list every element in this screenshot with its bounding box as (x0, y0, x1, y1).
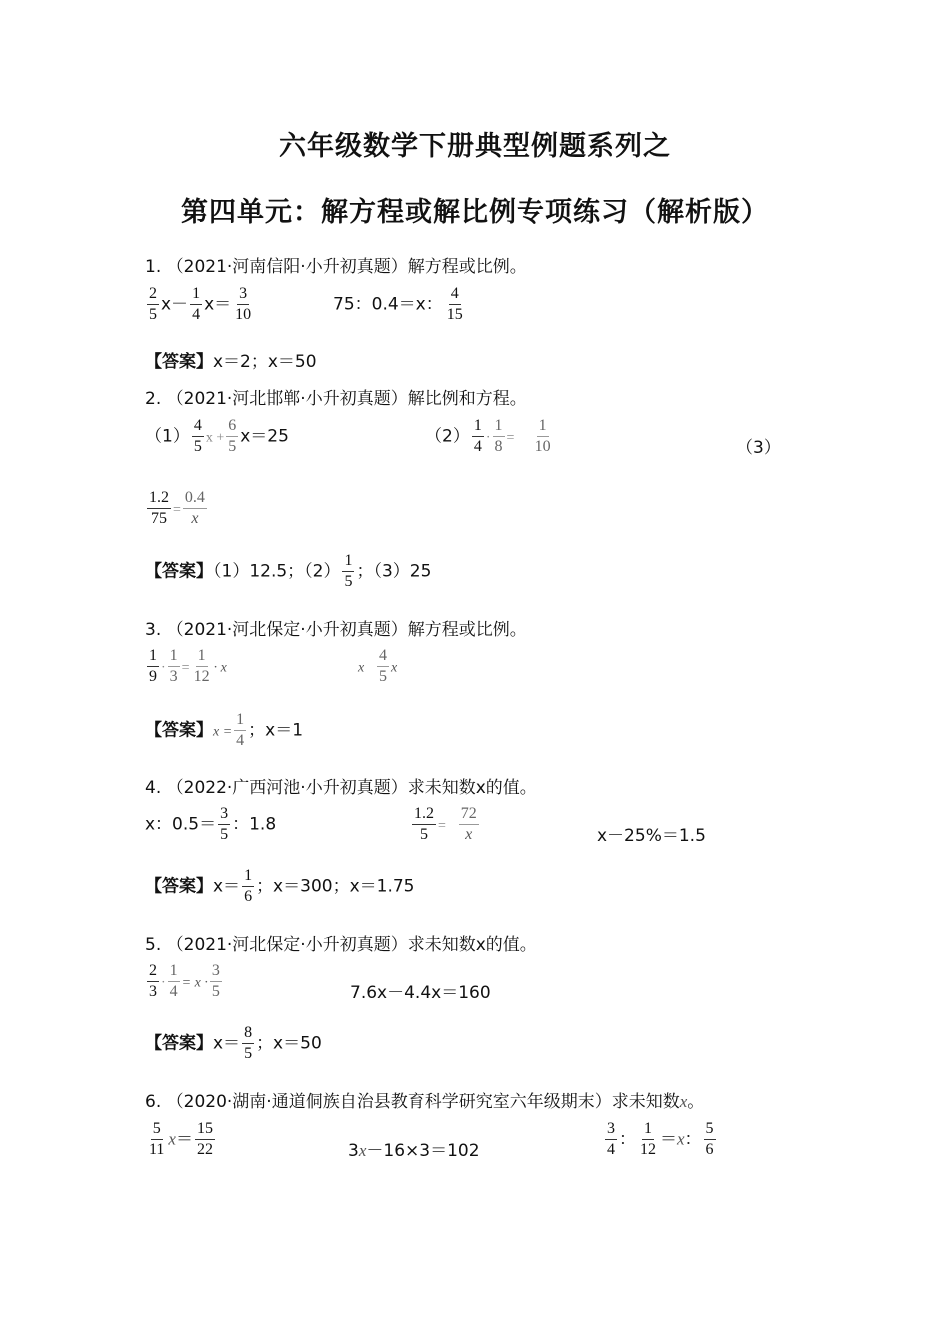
document-subtitle: 第四单元：解方程或解比例专项练习（解析版） (181, 197, 769, 228)
question-1-equation-2: 75：0.4＝x： $\frac{4}{15}$ (333, 285, 463, 323)
question-6-equation-1: $\frac{5}{11}$ x＝ $\frac{15}{22}$ (149, 1120, 213, 1158)
question-4-answer: 【答案】x＝ $\frac{1}{6}$ ；x＝300；x＝1.75 (145, 867, 415, 905)
question-4-equation-3: x－25%＝1.5 (597, 826, 706, 846)
question-4-text: 4. （2022·广西河池·小升初真题）求未知数x的值。 (145, 778, 537, 798)
question-2-equation-1: （1） $\frac{4}{5}$ x + $\frac{6}{5}$ x＝25 (145, 417, 289, 455)
question-4-equation-2: $\frac{1.2}{5}$ = $\frac{72}{x}$ (414, 805, 477, 843)
question-1-equation-1: $\frac{2}{5}$ x－ $\frac{1}{4}$ x＝ $\frac{3}{10}$ (149, 285, 252, 323)
question-1-answer: 【答案】x＝2；x＝50 (145, 352, 317, 372)
question-5-equation-2: 7.6x－4.4x＝160 (350, 983, 491, 1003)
question-2-equation-3: $\frac{1.2}{75}$ = $\frac{0.4}{x}$ (149, 489, 205, 527)
question-3-answer: 【答案】x = $\frac{1}{4}$ ；x＝1 (145, 711, 304, 749)
question-5-equation-1: $\frac{2}{3}$ · $\frac{1}{4}$ = x · $\frac{3}{5}$ (149, 962, 220, 1000)
question-2-answer: 【答案】（1）12.5；（2） $\frac{1}{5}$ ；（3）25 (145, 552, 432, 590)
question-6-text: 6. （2020·湖南·通道侗族自治县教育科学研究室六年级期末）求未知数x。 (145, 1092, 705, 1112)
question-4-equation-1: x：0.5＝ $\frac{3}{5}$ ：1.8 (145, 805, 277, 843)
question-5-text: 5. （2021·河北保定·小升初真题）求未知数x的值。 (145, 935, 537, 955)
question-2-equation-2: （2） $\frac{1}{4}$ · $\frac{1}{8}$ = $\frac{1}{10}$ (425, 417, 551, 455)
document-title: 六年级数学下册典型例题系列之 (279, 131, 671, 162)
question-3-equation-1: $\frac{1}{9}$ · $\frac{1}{3}$ = $\frac{1}{12}$ · x (149, 647, 227, 685)
question-1-text: 1. （2021·河南信阳·小升初真题）解方程或比例。 (145, 257, 527, 277)
question-5-answer: 【答案】x＝ $\frac{8}{5}$ ；x＝50 (145, 1024, 322, 1062)
question-2-text: 2. （2021·河北邯郸·小升初真题）解比例和方程。 (145, 389, 527, 409)
question-6-equation-3: $\frac{3}{4}$ ： $\frac{1}{12}$ ＝x： $\frac{5}{6}$ (607, 1120, 714, 1158)
question-3-equation-2: x $\frac{4}{5}$ x (358, 647, 398, 685)
answer-label: 【答案】 (145, 352, 213, 372)
question-6-equation-2: 3x－16×3＝102 (348, 1141, 480, 1161)
question-2-equation-3-label: （3） (736, 438, 781, 458)
question-3-text: 3. （2021·河北保定·小升初真题）解方程或比例。 (145, 620, 527, 640)
